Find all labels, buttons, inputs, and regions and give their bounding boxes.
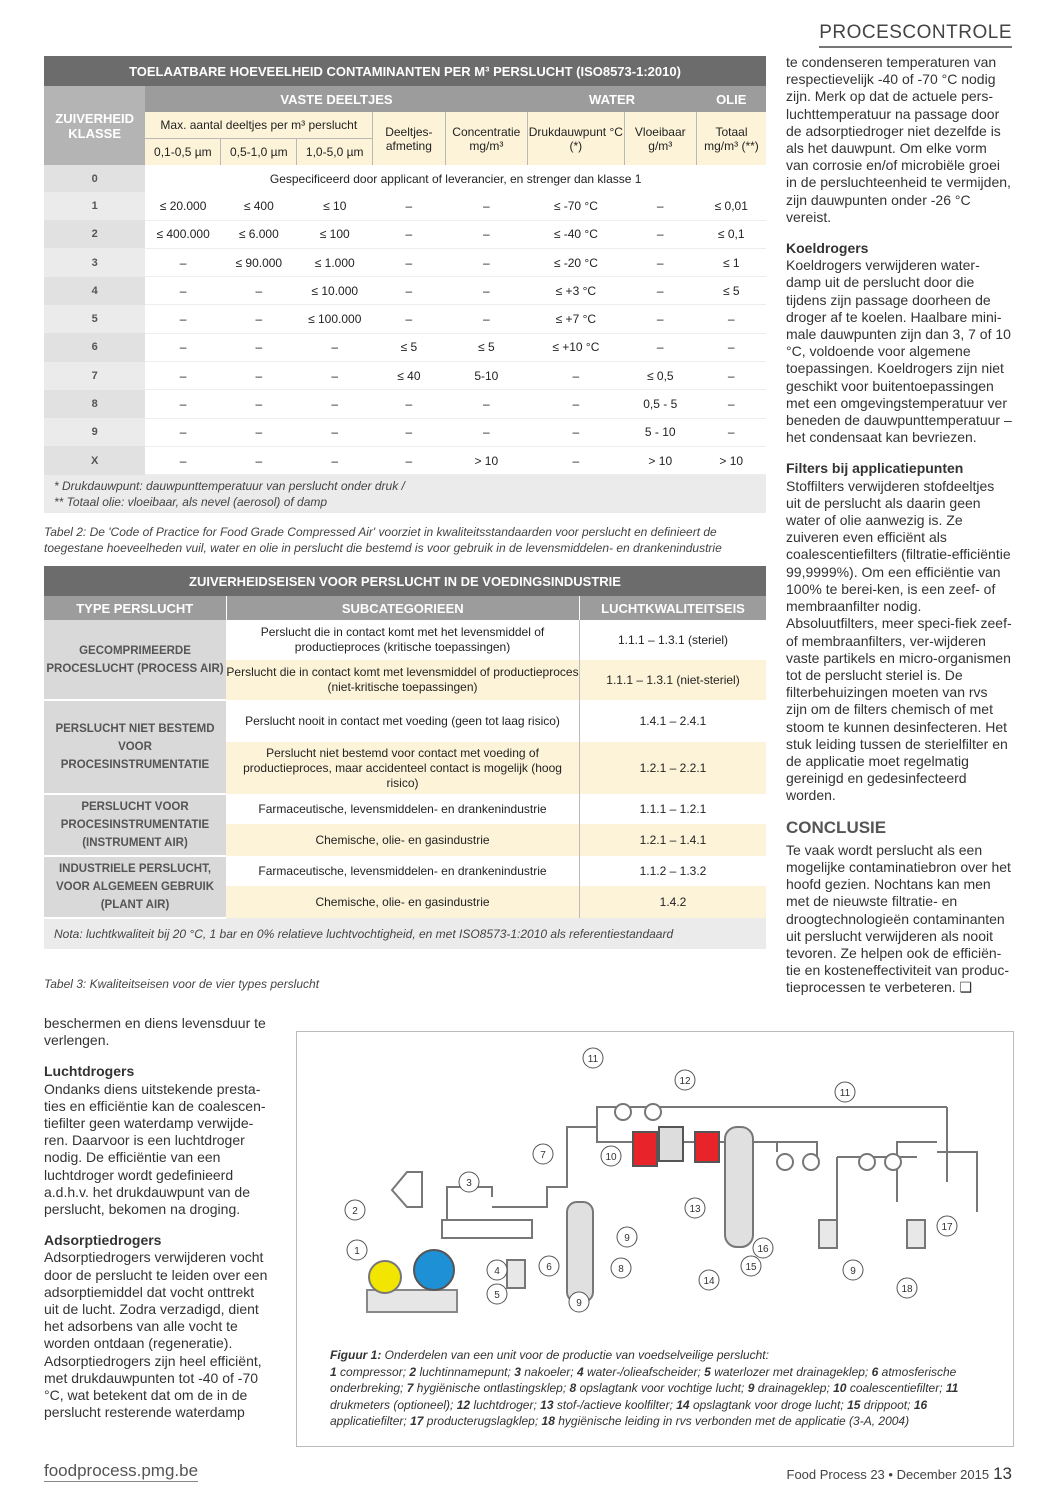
- coalescent-filter: [633, 1132, 657, 1166]
- heading-filters: Filters bij applicatiepunten: [786, 460, 964, 477]
- callout-number: 8: [618, 1264, 624, 1275]
- compressor-body: [414, 1250, 454, 1290]
- table-cell: ≤ 1.000: [297, 248, 373, 276]
- dew-point-header: Drukdauwpunt °C (*): [528, 112, 624, 165]
- figure-legend: [330, 1365, 958, 1429]
- row-label: 9: [44, 418, 145, 446]
- table-cell: ≤ 10.000: [297, 277, 373, 305]
- table-cell: –: [696, 418, 766, 446]
- table-cell: ≤ 20.000: [145, 192, 221, 220]
- legend-number: 2: [409, 1364, 417, 1379]
- pressure-gauge: [859, 1154, 875, 1170]
- table-cell: ≤ -70 °C: [528, 192, 624, 220]
- group-oil: OLIE: [696, 86, 766, 112]
- table-cell: –: [145, 277, 221, 305]
- table-cell: –: [145, 418, 221, 446]
- row-label: 3: [44, 248, 145, 276]
- callout-number: 14: [703, 1276, 715, 1287]
- concentration-header: Concentratie mg/m³: [445, 112, 528, 165]
- table2-title: TOELAATBARE HOEVEELHEID CONTAMINANTEN PER M³ PERSLUCHT (ISO8573-1:2010): [44, 56, 766, 86]
- legend-number: 9: [747, 1381, 755, 1395]
- max-particles-header: Max. aantal deeltjes per m³ perslucht: [145, 112, 372, 139]
- table-cell: –: [696, 362, 766, 390]
- table-cell: ≤ 0,01: [696, 192, 766, 220]
- subcategory-header: SUBCATEGORIEEN: [226, 596, 580, 620]
- legend-number: 8: [569, 1381, 577, 1395]
- right-column: [786, 54, 1012, 1011]
- heading-adsorptiedrogers: Adsorptiedrogers: [44, 1232, 162, 1249]
- table-row: [44, 390, 766, 418]
- row-label: 0: [44, 165, 145, 192]
- table-cell: –: [696, 390, 766, 418]
- wet-air-tank: [567, 1202, 593, 1302]
- footnote-dew-point: * Drukdauwpunt: dauwpunttemperatuur van perslucht onder druk /: [54, 479, 405, 494]
- particle-size-header: Deeltjes-afmeting: [373, 112, 445, 165]
- type-cell: PERSLUCHT VOOR PROCESINSTRUMENTATIE (INSTRUMENT AIR): [44, 794, 226, 856]
- row-label: 4: [44, 277, 145, 305]
- callout-number: 12: [679, 1076, 691, 1087]
- footer-issue: Food Process 23 • December 2015: [786, 1467, 990, 1482]
- table-cell: ≤ -20 °C: [528, 248, 624, 276]
- table-cell: ≤ 400.000: [145, 220, 221, 248]
- legend-text: luchtdroger;: [473, 1397, 537, 1412]
- process-diagram: [297, 1032, 1013, 1342]
- contaminant-table: [44, 56, 766, 513]
- legend-number: 12: [456, 1397, 471, 1412]
- legend-text: hygiënische ontlastingsklep;: [416, 1381, 567, 1395]
- callout-number: 4: [494, 1266, 500, 1277]
- figure-caption-intro: Onderdelen van een unit voor de productie van voedselveilige perslucht:: [381, 1348, 769, 1362]
- subcategory-cell: Chemische, olie- en gasindustrie: [226, 824, 580, 856]
- table-cell: ≤ 1: [696, 248, 766, 276]
- table-cell: > 10: [445, 446, 528, 474]
- table-cell: –: [221, 446, 297, 474]
- footer-website[interactable]: foodprocess.pmg.be: [44, 1461, 199, 1480]
- paragraph: beschermen en diens levensduur te verlengen.: [44, 1015, 266, 1049]
- table-cell: –: [297, 418, 373, 446]
- subcategory-cell: Farmaceutische, levensmiddelen- en drankenindustrie: [226, 794, 580, 824]
- table-cell: –: [528, 362, 624, 390]
- legend-text: hygiënische leiding in rvs verbonden met de applicatie (3-A, 2004): [558, 1414, 910, 1428]
- table-cell: –: [445, 305, 528, 333]
- table3-caption: Tabel 3: Kwaliteitseisen voor de vier types perslucht: [44, 977, 320, 991]
- quality-cell: 1.1.1 – 1.2.1: [580, 794, 767, 824]
- table-cell: –: [528, 390, 624, 418]
- table-cell: –: [624, 220, 696, 248]
- legend-number: 10: [833, 1381, 847, 1395]
- heading-luchtdrogers: Luchtdrogers: [44, 1063, 135, 1080]
- dry-air-tank: [725, 1127, 753, 1247]
- table-cell: –: [145, 248, 221, 276]
- table-cell: –: [373, 220, 445, 248]
- purity-requirements-table: [44, 566, 766, 949]
- row-label: 1: [44, 192, 145, 220]
- table-row: [44, 856, 766, 886]
- table-cell: –: [696, 305, 766, 333]
- table2-caption: Tabel 2: De 'Code of Practice for Food Grade Compressed Air' voorziet in kwaliteitsstandaarden voor perslucht en definieert de toegestane hoeveelheden vuil, water en olie in perslucht die bestemd is voor gebruik in de levensmiddelen- en drankenindustrie: [44, 525, 722, 555]
- table-cell: –: [221, 390, 297, 418]
- table-cell: ≤ -40 °C: [528, 220, 624, 248]
- legend-number: 15: [847, 1397, 861, 1412]
- quality-cell: 1.1.1 – 1.3.1 (niet-steriel): [580, 660, 767, 700]
- table-row: [44, 446, 766, 474]
- total-oil-header: Totaal mg/m³ (**): [696, 112, 766, 165]
- quality-header: LUCHTKWALITEITSEIS: [580, 596, 767, 620]
- table-cell: –: [373, 446, 445, 474]
- table-cell: ≤ 100: [297, 220, 373, 248]
- quality-cell: 1.2.1 – 1.4.1: [580, 824, 767, 856]
- table-cell: –: [373, 192, 445, 220]
- table3-title: ZUIVERHEIDSEISEN VOOR PERSLUCHT IN DE VOEDINGSINDUSTRIE: [44, 566, 766, 596]
- size-1-header: 0,1-0,5 µm: [145, 139, 221, 166]
- legend-text: opslagtank voor vochtige lucht;: [579, 1381, 745, 1395]
- type-cell: INDUSTRIELE PERSLUCHT, VOOR ALGEMEEN GEBRUIK (PLANT AIR): [44, 856, 226, 918]
- table-cell: –: [445, 192, 528, 220]
- table-cell: > 10: [696, 446, 766, 474]
- legend-number: 1: [330, 1364, 337, 1379]
- table-cell: –: [297, 446, 373, 474]
- application-filter: [819, 1220, 837, 1248]
- table-row: [44, 220, 766, 248]
- callout-number: 9: [624, 1233, 630, 1244]
- callout-number: 15: [745, 1262, 757, 1273]
- legend-number: 16: [913, 1397, 928, 1412]
- legend-number: 4: [576, 1364, 584, 1379]
- table-cell: –: [145, 390, 221, 418]
- dust-filter: [695, 1132, 719, 1162]
- type-cell: GECOMPRIMEERDE PROCESLUCHT (PROCESS AIR): [44, 620, 226, 700]
- class0-text: Gespecificeerd door applicant of leverancier, en strenger dan klasse 1: [145, 165, 766, 192]
- legend-text: luchtinnamepunt;: [419, 1364, 511, 1379]
- group-solid: VASTE DEELTJES: [145, 86, 527, 112]
- table-cell: –: [221, 333, 297, 361]
- paragraph: te condenseren temperaturen van respectievelijk -40 of -70 °C nodig zijn. Merk op dat de actuele pers-luchttemperatuur na passage door de adsorptiedroger niet dezelfde is als het dauwpunt. Om elke vorm van corrosie en/of microbiële groei in de persluchteenheid te vermijden, zijn dauwpunten onder -26 °C vereist.: [786, 54, 1011, 225]
- table-row: [44, 192, 766, 220]
- legend-number: 6: [871, 1364, 879, 1379]
- figure-box: [296, 1031, 1014, 1447]
- callout-number: 3: [466, 1178, 472, 1189]
- legend-text: coalescentiefilter;: [849, 1381, 943, 1395]
- table-cell: –: [145, 333, 221, 361]
- pressure-gauge: [803, 1154, 819, 1170]
- table-cell: –: [297, 362, 373, 390]
- subcategory-cell: Perslucht die in contact komt met het levensmiddel of productieproces (kritische toepassingen): [226, 620, 580, 660]
- table-row: [44, 700, 766, 742]
- table-cell: ≤ 10: [297, 192, 373, 220]
- table-cell: –: [221, 362, 297, 390]
- table-row: [44, 418, 766, 446]
- table-cell: –: [624, 192, 696, 220]
- legend-text: drippoot;: [863, 1397, 911, 1412]
- quality-cell: 1.2.1 – 2.2.1: [580, 742, 767, 794]
- legend-number: 14: [676, 1397, 690, 1412]
- legend-number: 13: [540, 1397, 554, 1412]
- table-cell: –: [373, 390, 445, 418]
- pipe: [937, 1152, 977, 1212]
- table-cell: 5 - 10: [624, 418, 696, 446]
- type-header: TYPE PERSLUCHT: [44, 596, 226, 620]
- row-label: 7: [44, 362, 145, 390]
- legend-text: waterlozer met drainageklep;: [714, 1364, 869, 1379]
- table-cell: –: [221, 418, 297, 446]
- class-header: ZUIVERHEID KLASSE: [44, 86, 145, 165]
- footnote-oil: ** Totaal olie: vloeibaar, als nevel (aerosol) of damp: [54, 495, 328, 510]
- row-label: 8: [44, 390, 145, 418]
- callout-number: 9: [576, 1298, 582, 1309]
- table-cell: > 10: [624, 446, 696, 474]
- legend-number: 11: [945, 1381, 959, 1395]
- table-cell: ≤ 0,1: [696, 220, 766, 248]
- water-oil-separator: [507, 1260, 525, 1288]
- legend-text: opslagtank voor droge lucht;: [692, 1397, 844, 1412]
- table-row: [44, 362, 766, 390]
- row-label: 6: [44, 333, 145, 361]
- legend-text: drainageklep;: [757, 1381, 830, 1395]
- paragraph: Te vaak wordt perslucht als een mogelijke contaminatiebron over het hoofd gezien. Nochtans kan men met de nieuwste filtratie- en droogtechnologieën contaminanten uit perslucht verwijderen als nooit tevoren. Ze helpen ook de efficiën-tie en kosteneffectiviteit van produc-tieprocessen te verbeteren. ❑: [786, 841, 1011, 996]
- table-cell: –: [445, 248, 528, 276]
- paragraph: Adsorptiedrogers verwijderen vocht door de perslucht te leiden over een adsorptiemiddel dat vocht onttrekt uit de lucht. Zodra verzadigd, dient het adsorbens van alle vocht te worden ontdaan (regeneratie). Adsorptiedrogers zijn heel efficiënt, met drukdauwpunten tot -40 of -70 °C, wat betekent dat om de in de perslucht resterende waterdamp: [44, 1249, 268, 1421]
- heading-koeldrogers: Koeldrogers: [786, 240, 869, 257]
- callout-number: 7: [540, 1150, 546, 1161]
- table-cell: –: [221, 277, 297, 305]
- table-cell: –: [373, 248, 445, 276]
- page-number: 13: [993, 1464, 1012, 1483]
- table-cell: –: [696, 333, 766, 361]
- table-cell: ≤ +3 °C: [528, 277, 624, 305]
- subcategory-cell: Perslucht nooit in contact met voeding (geen tot laag risico): [226, 700, 580, 742]
- callout-number: 9: [850, 1266, 856, 1277]
- subcategory-cell: Farmaceutische, levensmiddelen- en drankenindustrie: [226, 856, 580, 886]
- callout-number: 16: [757, 1244, 769, 1255]
- table-cell: –: [624, 248, 696, 276]
- subcategory-cell: Perslucht niet bestemd voor contact met voeding of productieproces, maar accidenteel contact is mogelijk (hoog risico): [226, 742, 580, 794]
- pipe: [897, 1142, 937, 1157]
- table-cell: –: [297, 390, 373, 418]
- legend-text: drukmeters (optioneel);: [330, 1397, 454, 1412]
- legend-number: 5: [704, 1364, 711, 1379]
- table-cell: –: [145, 305, 221, 333]
- table-cell: ≤ 90.000: [221, 248, 297, 276]
- legend-text: producterugslagklep;: [426, 1414, 539, 1428]
- section-label: PROCESCONTROLE: [819, 22, 1012, 48]
- legend-text: stof-/actieve koolfilter;: [556, 1397, 673, 1412]
- size-3-header: 1,0-5,0 µm: [297, 139, 373, 166]
- table-row: [44, 333, 766, 361]
- table-cell: ≤ 400: [221, 192, 297, 220]
- application-filter: [907, 1220, 925, 1248]
- row-label: 5: [44, 305, 145, 333]
- table-row: [44, 305, 766, 333]
- table-cell: ≤ 5: [445, 333, 528, 361]
- paragraph: Ondanks diens uitstekende presta-ties en efficiëntie kan de coalescen-tiefilter geen waterdamp verwijde-ren. Daarvoor is een luchtdroger nodig. De efficiëntie van een luchtdroger wordt gedefinieerd a.d.h.v. het drukdauwpunt van de perslucht, bekomen na droging.: [44, 1080, 266, 1218]
- pressure-gauge: [615, 1104, 631, 1120]
- legend-text: applicatiefilter;: [330, 1414, 407, 1428]
- table3-note: Nota: luchtkwaliteit bij 20 °C, 1 bar en 0% relatieve luchtvochtigheid, en met ISO8573-1:2010 als referentiestandaard: [44, 918, 766, 949]
- callout-number: 5: [494, 1290, 500, 1301]
- quality-cell: 1.4.2: [580, 886, 767, 918]
- legend-text: nakoeler;: [524, 1364, 574, 1379]
- table2-footnote: [44, 475, 766, 514]
- table-cell: –: [445, 220, 528, 248]
- group-water: WATER: [528, 86, 697, 112]
- callout-number: 6: [546, 1262, 552, 1273]
- table-cell: ≤ 0,5: [624, 362, 696, 390]
- table-cell: –: [145, 362, 221, 390]
- callout-number: 17: [941, 1222, 953, 1233]
- legend-text: compressor;: [340, 1364, 407, 1379]
- table-cell: ≤ 5: [373, 333, 445, 361]
- pipe: [597, 1127, 637, 1142]
- paragraph: Koeldrogers verwijderen water-damp uit de perslucht door die tijdens zijn passage doorheen de droger af te koelen. Haalbare mini-male dauwpunten zijn dan 3, 7 of 10 °C, voldoende voor algemene toepassingen. Koeldrogers zijn niet geschikt voor buitentoepassingen met een omgevingstemperatuur ver beneden de dauwpunttemperatuur – het condensaat kan bevriezen.: [786, 257, 1012, 446]
- figure-caption: [330, 1347, 990, 1430]
- legend-number: 18: [541, 1414, 555, 1428]
- table-cell: –: [373, 305, 445, 333]
- size-2-header: 0,5-1,0 µm: [221, 139, 297, 166]
- left-column: [44, 1015, 272, 1421]
- table-cell: –: [624, 305, 696, 333]
- table-cell: –: [445, 277, 528, 305]
- liquid-header: Vloeibaar g/m³: [624, 112, 696, 165]
- legend-number: 3: [514, 1364, 521, 1379]
- table-cell: –: [297, 333, 373, 361]
- aftercooler: [442, 1220, 532, 1238]
- legend-text: water-/olieafscheider;: [586, 1364, 701, 1379]
- footer-publication: [787, 1464, 1012, 1484]
- callout-number: 13: [689, 1204, 701, 1215]
- table-cell: –: [528, 418, 624, 446]
- legend-number: 17: [410, 1414, 424, 1428]
- table-row: [44, 794, 766, 824]
- table-cell: –: [373, 418, 445, 446]
- pressure-gauge: [777, 1154, 793, 1170]
- table-cell: ≤ 5: [696, 277, 766, 305]
- callout-number: 18: [901, 1284, 913, 1295]
- callout-number: 1: [354, 1246, 360, 1257]
- pipe: [492, 1127, 597, 1207]
- subcategory-cell: Chemische, olie- en gasindustrie: [226, 886, 580, 918]
- table-cell: –: [624, 277, 696, 305]
- quality-cell: 1.1.1 – 1.3.1 (steriel): [580, 620, 767, 660]
- table-cell: –: [528, 446, 624, 474]
- pressure-gauge: [645, 1104, 661, 1120]
- callout-number: 11: [587, 1054, 599, 1065]
- table-cell: –: [624, 333, 696, 361]
- table-row: [44, 620, 766, 660]
- table-cell: 5-10: [445, 362, 528, 390]
- table-cell: –: [221, 305, 297, 333]
- compressor-wheel: [369, 1261, 401, 1293]
- row-label: 2: [44, 220, 145, 248]
- table-cell: –: [445, 418, 528, 446]
- callout-number: 2: [352, 1206, 358, 1217]
- table-row: [44, 277, 766, 305]
- legend-text: atmosferische onderbreking;: [330, 1364, 957, 1395]
- table-cell: –: [145, 446, 221, 474]
- paragraph: Stoffilters verwijderen stofdeeltjes uit de perslucht als daarin geen water of olie aanwezig is. Ze zuiveren even efficiënt als coalescentiefilters (filtratie-efficiëntie 99,9999%). Om een efficiëntie van 100% te berei-ken, is een zeef- of membraanfilter nodig. Absoluutfilters, meer speci-fiek zeef- of membraanfilters, ver-wijderen vaste partikels en micro-organismen tot de perslucht steriel is. De filterbehuizingen moeten van rvs zijn om de filters chemisch of met stoom te kunnen desinfecteren. Het stuk leiding tussen de sterielfilter en de applicatie moet regelmatig gereinigd en gedesinfecteerd worden.: [786, 477, 1012, 804]
- table-cell: ≤ +10 °C: [528, 333, 624, 361]
- quality-cell: 1.1.2 – 1.3.2: [580, 856, 767, 886]
- figure-caption-title: Figuur 1:: [330, 1348, 382, 1362]
- table-cell: ≤ 40: [373, 362, 445, 390]
- quality-cell: 1.4.1 – 2.4.1: [580, 700, 767, 742]
- pressure-gauge: [885, 1154, 901, 1170]
- table-cell: 0,5 - 5: [624, 390, 696, 418]
- heading-conclusie: CONCLUSIE: [786, 817, 887, 837]
- subcategory-cell: Perslucht die in contact komt met levensmiddel of productieproces (niet-kritische toepassingen): [226, 660, 580, 700]
- type-cell: PERSLUCHT NIET BESTEMD VOOR PROCESINSTRUMENTATIE: [44, 700, 226, 794]
- legend-number: 7: [406, 1381, 414, 1395]
- row-label: X: [44, 446, 145, 474]
- table-cell: –: [373, 277, 445, 305]
- callout-number: 11: [839, 1088, 851, 1099]
- table-cell: ≤ +7 °C: [528, 305, 624, 333]
- table-cell: ≤ 6.000: [221, 220, 297, 248]
- table-cell: –: [445, 390, 528, 418]
- table-cell: ≤ 100.000: [297, 305, 373, 333]
- air-dryer: [659, 1127, 683, 1161]
- table-row: [44, 248, 766, 276]
- air-intake: [392, 1172, 422, 1207]
- callout-number: 10: [605, 1152, 617, 1163]
